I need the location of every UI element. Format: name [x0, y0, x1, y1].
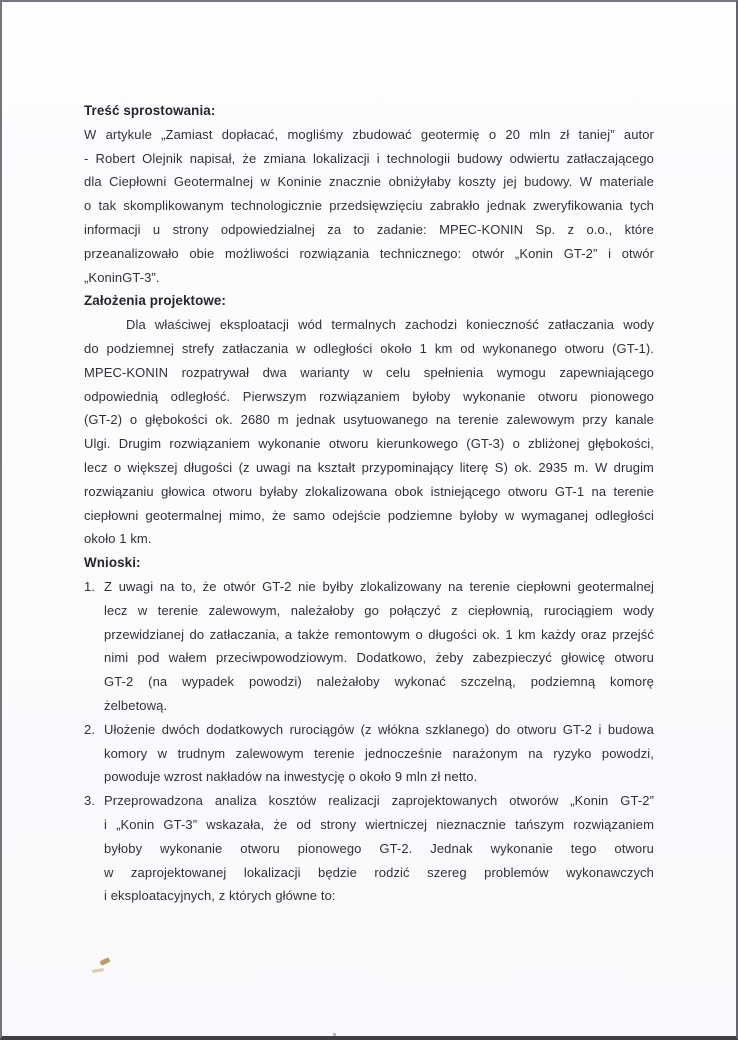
conclusion-item-3-number: 3. — [84, 793, 96, 809]
text-line: MPEC-KONIN rozpatrywał dwa warianty w celu spełnienia wymogu zapewniającego — [84, 364, 654, 380]
ink-smudge-mark-light — [92, 968, 104, 973]
paragraph-design-assumptions-body — [84, 313, 654, 551]
section-heading-design-assumptions: Założenia projektowe: — [84, 293, 226, 309]
text-line: i „Konin GT-3” wskazała, że od strony wiertniczej nieznacznie tańszym rozwiązaniem — [104, 816, 654, 832]
text-line: informacji u strony odpowiedzialnej za to zadanie: MPEC-KONIN Sp. z o.o., które — [84, 221, 654, 237]
text-line: około 1 km. — [84, 531, 152, 547]
text-line: GT-2 (na wypadek powodzi) należałoby wykonać szczelną, podziemną komorę — [104, 674, 654, 690]
text-line: i eksploatacyjnych, z których główne to: — [104, 888, 336, 904]
conclusions-list — [84, 575, 654, 908]
section-heading-conclusions: Wnioski: — [84, 555, 141, 571]
text-line: ciepłowni geotermalnej mimo, że samo odejście podziemne byłoby w wymaganej odległości — [84, 507, 654, 523]
text-line: „KoninGT-3”. — [84, 269, 160, 285]
text-line: przewidzianej do zatłaczania, a także remontowym o długości ok. 1 km każdy oraz przejść — [104, 626, 654, 642]
text-line: komory w trudnym zalewowym terenie jednocześnie narażonym na ryzyko powodzi, — [104, 745, 654, 761]
ink-smudge — [92, 956, 116, 978]
conclusion-item-2-number: 2. — [84, 721, 96, 737]
text-line: Dla właściwej eksploatacji wód termalnych zachodzi konieczność zatłaczania wody — [126, 317, 654, 333]
conclusion-item-1-number: 1. — [84, 578, 96, 594]
text-line: powoduje wzrost nakładów na inwestycję o około 9 mln zł netto. — [104, 769, 478, 785]
text-line: do podziemnej strefy zatłaczania w odległości około 1 km od wykonanego otworu (GT-1). — [84, 340, 654, 356]
text-line: lecz w terenie zalewowym, należałoby go połączyć z ciepłownią, rurociągiem wody — [104, 602, 654, 618]
text-line: rozwiązaniu głowica otworu byłaby zlokalizowana obok istniejącego otworu GT-1 na terenie — [84, 483, 654, 499]
text-line: w zaprojektowanej lokalizacji będzie rodzić szereg problemów wykonawczych — [104, 864, 654, 880]
text-line: byłoby wykonanie otworu pionowego GT-2. Jednak wykonanie tego otworu — [104, 840, 654, 856]
text-line: W artykule „Zamiast dopłacać, mogliśmy zbudować geotermię o 20 mln zł taniej” autor — [84, 126, 654, 142]
conclusion-item-1-text — [104, 575, 654, 718]
text-line: odpowiednią odległość. Pierwszym rozwiązaniem byłoby wykonanie otworu pionowego — [84, 388, 654, 404]
text-line: - Robert Olejnik napisał, że zmiana lokalizacji i technologii budowy odwiertu zatłaczającego — [84, 150, 654, 166]
text-line: Z uwagi na to, że otwór GT-2 nie byłby zlokalizowany na terenie ciepłowni geotermalnej — [104, 578, 654, 594]
conclusion-item-3 — [84, 789, 654, 908]
section-correction — [84, 99, 654, 289]
paragraph-correction-body — [84, 123, 654, 290]
section-design-assumptions — [84, 289, 654, 551]
conclusion-item-1 — [84, 575, 654, 718]
text-line: dla Ciepłowni Geotermalnej w Koninie znacznie obniżyłaby koszty jej budowy. W materiale — [84, 174, 654, 190]
text-line: lecz o większej długości (z uwagi na kształt przypominający literę S) ok. 2935 m. W drugim — [84, 459, 654, 475]
section-heading-correction: Treść sprostowania: — [84, 103, 216, 118]
scan-speck — [333, 1033, 336, 1036]
conclusion-item-3-text — [104, 789, 654, 908]
conclusion-item-2 — [84, 718, 654, 789]
ink-smudge-mark-dark — [99, 957, 110, 966]
text-line: nimi pod wałem przeciwpowodziowym. Dodatkowo, żeby zabezpieczyć głowicę otworu — [104, 650, 654, 666]
document-content — [2, 2, 736, 908]
text-line: Przeprowadzona analiza kosztów realizacji zaprojektowanych otworów „Konin GT-2” — [104, 793, 654, 809]
text-line: Ułożenie dwóch dodatkowych rurociągów (z włókna szklanego) do otworu GT-2 i budowa — [104, 721, 654, 737]
text-line: o tak skomplikowanym technologicznie przedsięwzięciu zabrakło jednak zweryfikowania tych — [84, 198, 654, 214]
conclusion-item-2-text — [104, 718, 654, 789]
section-conclusions — [84, 551, 654, 908]
text-line: żelbetową. — [104, 697, 168, 713]
text-line: (GT-2) o głębokości ok. 2680 m jednak usytuowanego na terenie zalewowym przy kanale — [84, 412, 654, 428]
text-line: przeanalizowało obie możliwości rozwiązania technicznego: otwór „Konin GT-2” i otwór — [84, 245, 654, 261]
text-line: Ulgi. Drugim rozwiązaniem wykonanie otworu kierunkowego (GT-3) o zbliżonej głębokości, — [84, 436, 654, 452]
